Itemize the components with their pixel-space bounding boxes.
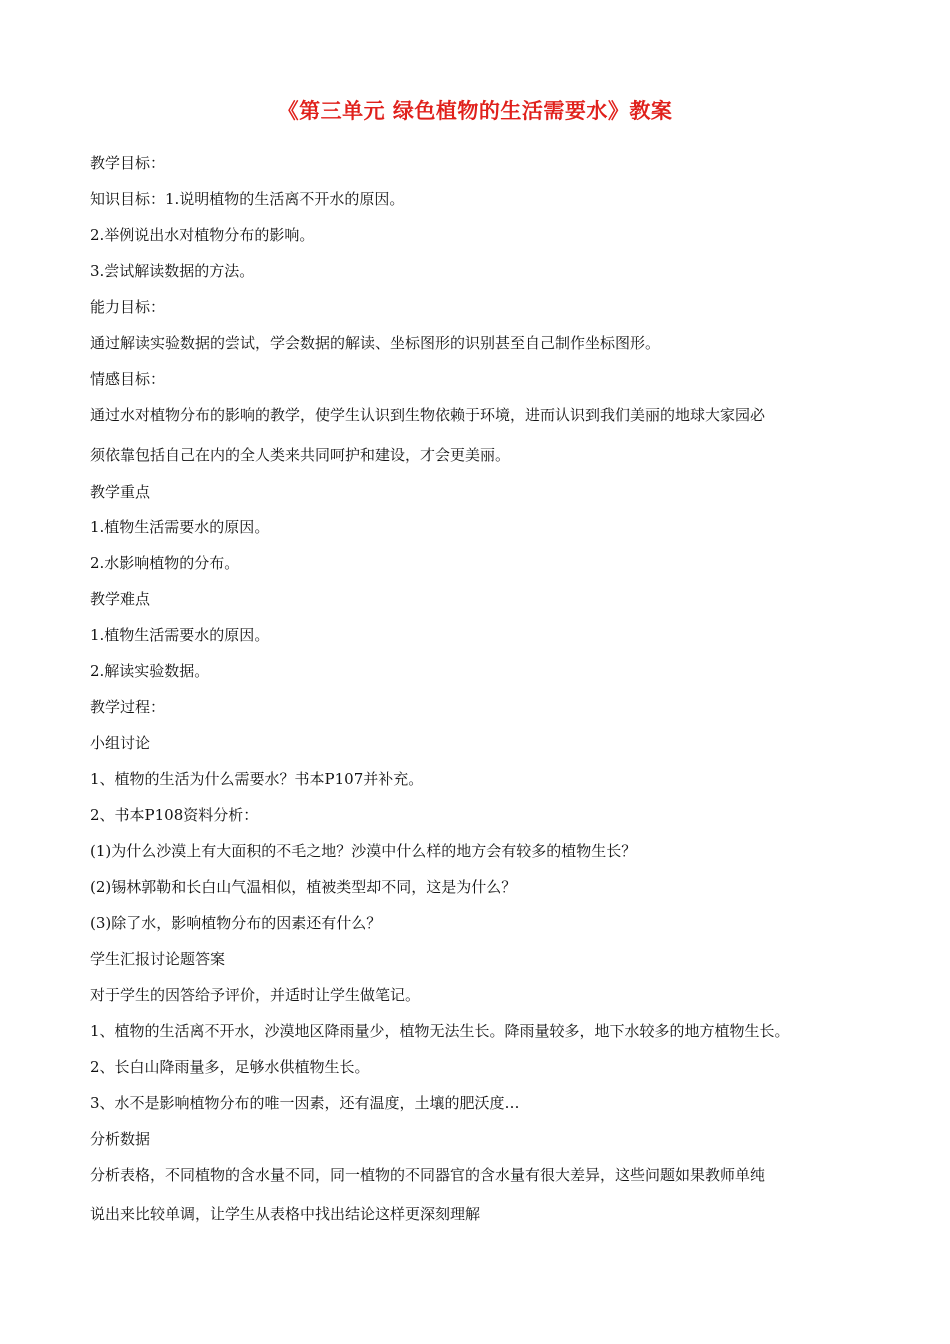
- text-line: 通过解读实验数据的尝试，学会数据的解读、坐标图形的识别甚至自己制作坐标图形。: [90, 334, 661, 352]
- text-line: 情感目标：: [90, 370, 166, 388]
- text-line: 1、植物的生活离不开水，沙漠地区降雨量少，植物无法生长。降雨量较多，地下水较多的地方植物生长。: [90, 1022, 790, 1040]
- text-line: 分析表格，不同植物的含水量不同，同一植物的不同器官的含水量有很大差异，这些问题如果教师单纯: [90, 1166, 766, 1184]
- text-line: 说出来比较单调，让学生从表格中找出结论这样更深刻理解: [90, 1205, 481, 1223]
- text-line: 3.尝试解读数据的方法。: [90, 262, 255, 280]
- text-line: 1.植物生活需要水的原因。: [90, 626, 270, 644]
- text-line: 教学目标：: [90, 154, 166, 172]
- text-line: 教学难点: [90, 590, 151, 608]
- text-line: (2)锡林郭勒和长白山气温相似，植被类型却不同，这是为什么？: [90, 878, 517, 896]
- text-line: 须依靠包括自己在内的全人类来共同呵护和建设，才会更美丽。: [90, 446, 511, 464]
- document-title: 《第三单元 绿色植物的生活需要水》教案: [277, 99, 673, 123]
- text-line: 2、书本P108资料分析：: [90, 806, 259, 824]
- text-line: 教学重点: [90, 483, 151, 501]
- text-line: 分析数据: [90, 1130, 151, 1148]
- text-line: 学生汇报讨论题答案: [90, 950, 226, 968]
- text-line: (1)为什么沙漠上有大面积的不毛之地？沙漠中什么样的地方会有较多的植物生长？: [90, 842, 637, 860]
- text-line: 对于学生的因答给予评价，并适时让学生做笔记。: [90, 986, 421, 1004]
- text-line: 1、植物的生活为什么需要水？书本P107并补充。: [90, 770, 424, 788]
- text-line: 小组讨论: [90, 734, 151, 752]
- text-line: 3、水不是影响植物分布的唯一因素，还有温度，土壤的肥沃度…: [90, 1094, 520, 1112]
- text-line: 2.水影响植物的分布。: [90, 554, 240, 572]
- text-line: 通过水对植物分布的影响的教学，使学生认识到生物依赖于环境，进而认识到我们美丽的地球大家园必: [90, 406, 766, 424]
- text-line: 教学过程：: [90, 698, 166, 716]
- text-line: 2.举例说出水对植物分布的影响。: [90, 226, 315, 244]
- text-line: 1.植物生活需要水的原因。: [90, 518, 270, 536]
- text-line: 2、长白山降雨量多，足够水供植物生长。: [90, 1058, 370, 1076]
- text-line: (3)除了水，影响植物分布的因素还有什么？: [90, 914, 382, 932]
- text-line: 知识目标：1.说明植物的生活离不开水的原因。: [90, 190, 405, 208]
- text-line: 能力目标：: [90, 298, 166, 316]
- text-line: 2.解读实验数据。: [90, 662, 210, 680]
